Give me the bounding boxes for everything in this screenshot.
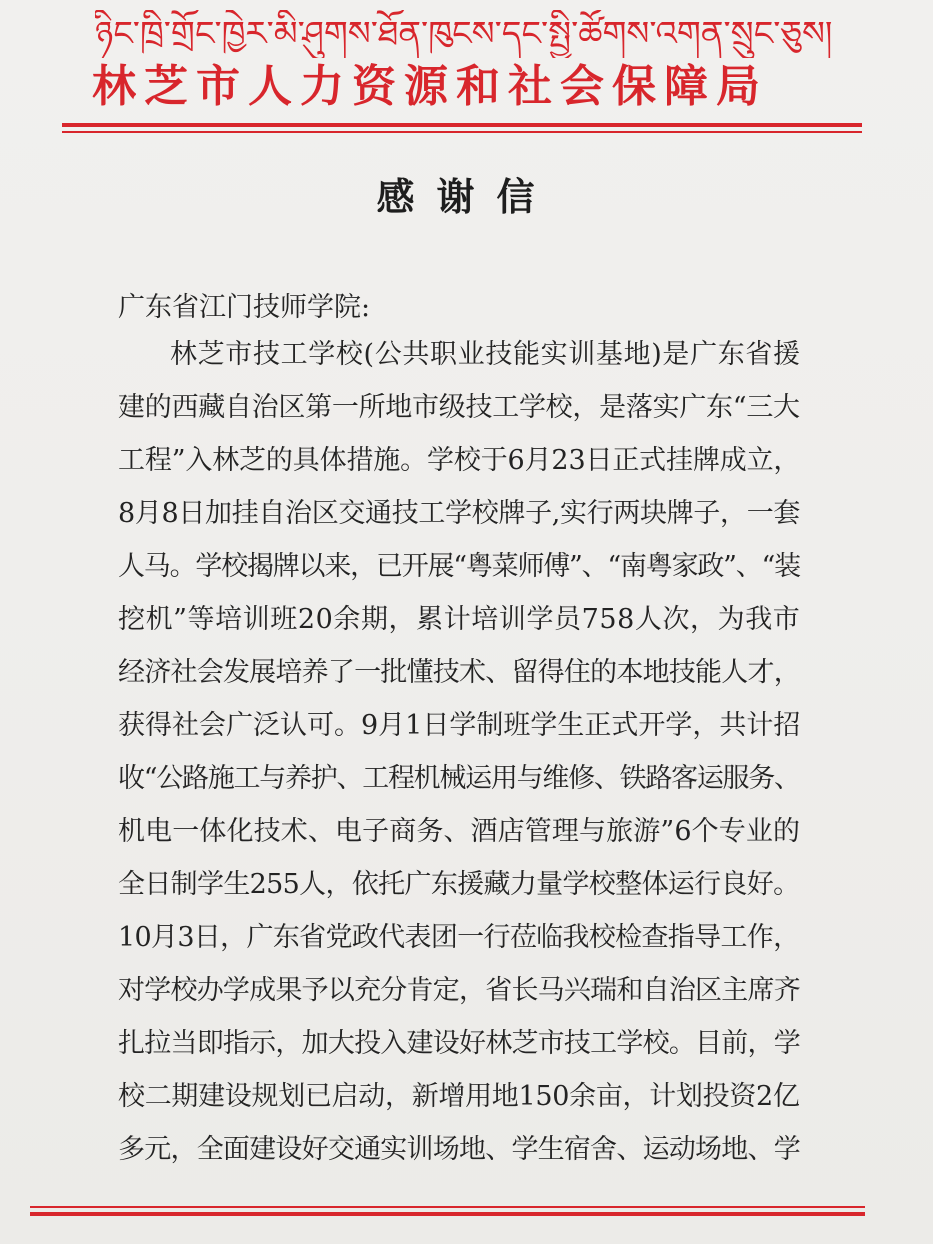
letterhead-chinese: 林芝市人力资源和社会保障局 xyxy=(92,61,768,112)
body-line: 经济社会发展培养了一批懂技术、留得住的本地技能人才， xyxy=(118,657,800,688)
letter-salutation: 广东省江门技师学院: xyxy=(118,292,371,323)
body-line: 多元，全面建设好交通实训场地、学生宿舍、运动场地、学 xyxy=(118,1134,800,1165)
body-line: 林芝市技工学校(公共职业技能实训基地)是广东省援 xyxy=(170,339,801,370)
body-line: 机电一体化技术、电子商务、酒店管理与旅游”6个专业的 xyxy=(118,816,801,847)
body-line: 获得社会广泛认可。9月1日学制班学生正式开学，共计招 xyxy=(118,710,801,741)
body-line: 10月3日，广东省党政代表团一行莅临我校检查指导工作， xyxy=(118,922,800,953)
body-line: 对学校办学成果予以充分肯定，省长马兴瑞和自治区主席齐 xyxy=(118,975,800,1006)
letter-title: 感谢信 xyxy=(376,174,557,219)
body-line: 8月8日加挂自治区交通技工学校牌子,实行两块牌子，一套 xyxy=(118,498,801,529)
letterhead-tibetan: ཉིང་ཁྲི་གྲོང་ཁྱེར་མི་ཤུགས་ཐོན་ཁུངས་དང་སྤྱི་ཚོགས་འགན་སྲུང་ཅུས། xyxy=(95,14,833,54)
body-line: 校二期建设规划已启动，新增用地150余亩，计划投资2亿 xyxy=(118,1081,800,1112)
footer-rule-thick xyxy=(30,1212,865,1216)
body-line: 工程”入林芝的具体措施。学校于6月23日正式挂牌成立， xyxy=(118,445,801,476)
body-line: 建的西藏自治区第一所地市级技工学校，是落实广东“三大 xyxy=(118,392,800,423)
letterhead-rule-thick xyxy=(62,123,862,127)
letterhead-rule-thin xyxy=(62,131,862,133)
footer-rule-thin xyxy=(30,1206,865,1208)
body-line: 扎拉当即指示，加大投入建设好林芝市技工学校。目前，学 xyxy=(118,1028,800,1059)
body-line: 挖机”等培训班20余期，累计培训学员758人次，为我市 xyxy=(118,604,801,635)
body-line: 全日制学生255人，依托广东援藏力量学校整体运行良好。 xyxy=(118,869,800,900)
body-line: 收“公路施工与养护、工程机械运用与维修、铁路客运服务、 xyxy=(118,763,800,794)
body-line: 人马。学校揭牌以来，已开展“粤菜师傅”、“南粤家政”、“装 xyxy=(118,551,800,582)
